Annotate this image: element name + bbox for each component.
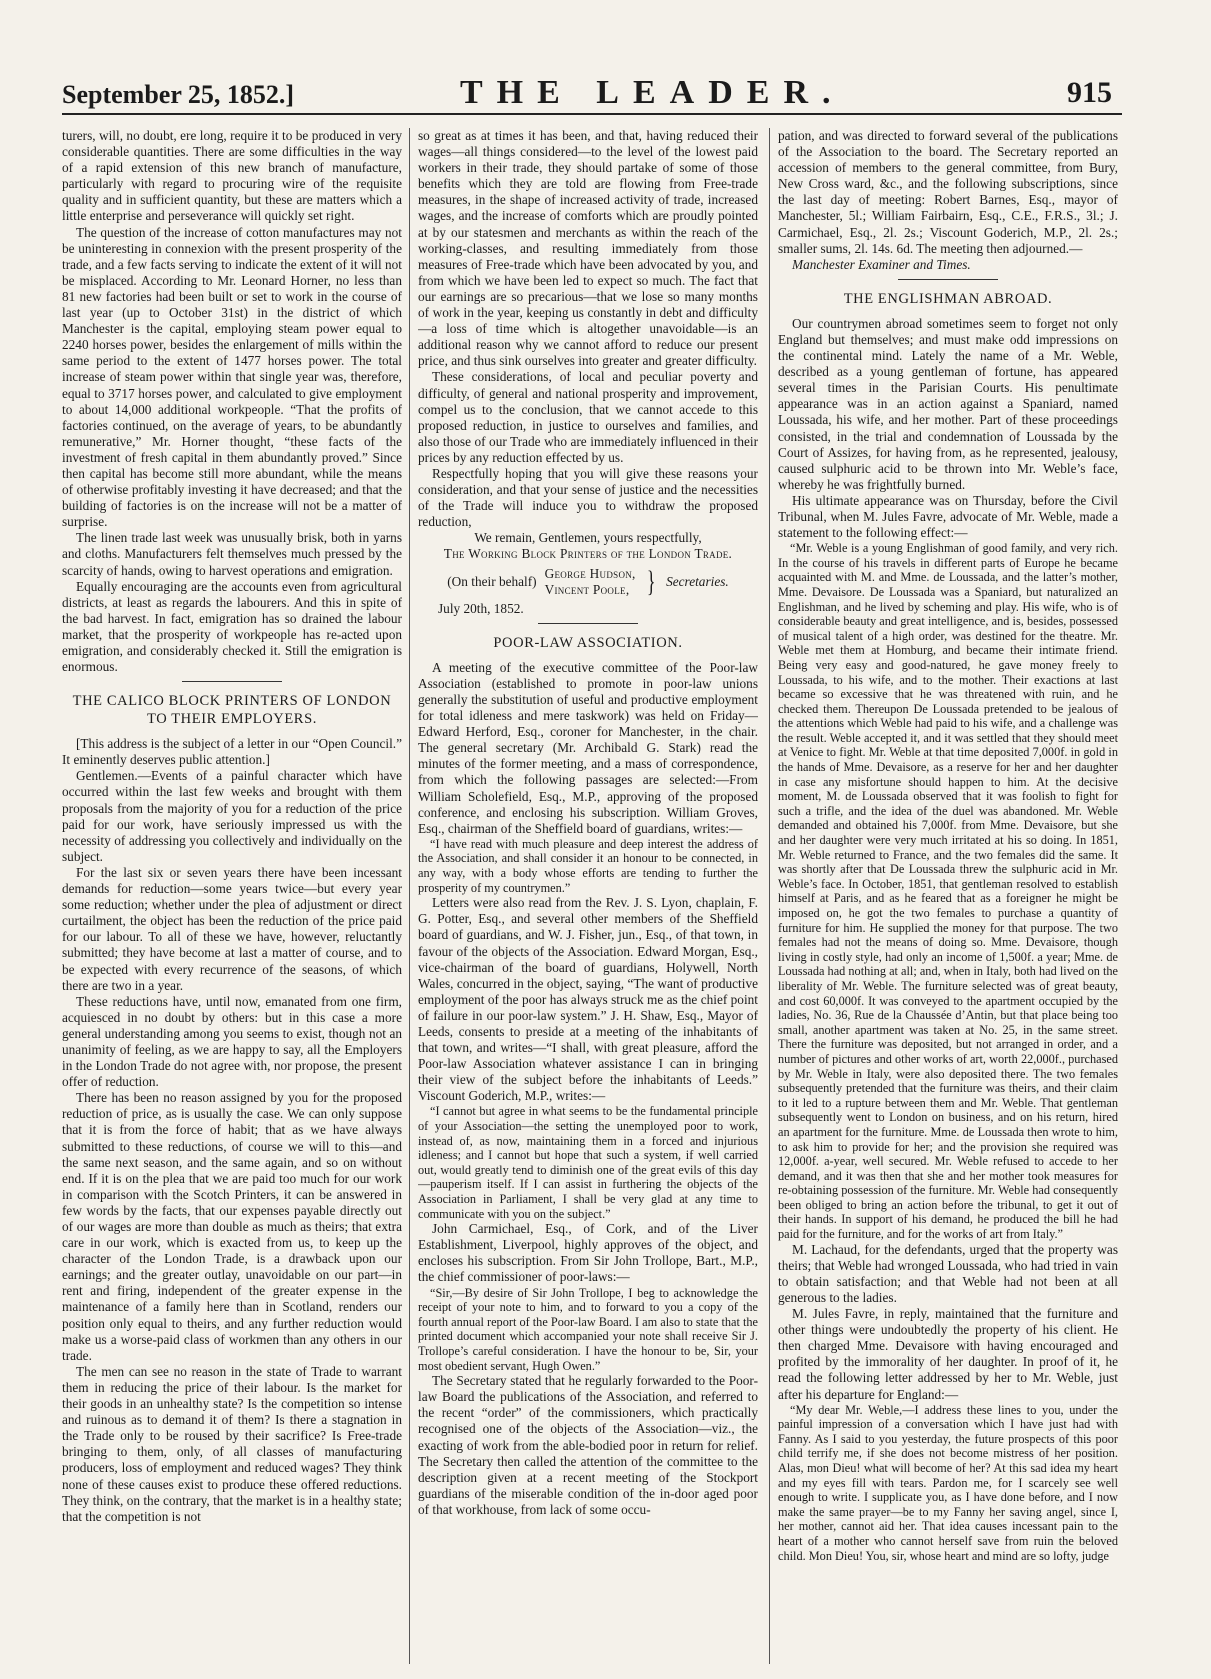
signature-line: We remain, Gentlemen, yours respectfully,: [474, 530, 702, 546]
paragraph: The question of the increase of cotton manufactures may not be uninteresting in connexion with the present prosperity of the trade, and a few facts serving to indicate the extent of it will not be misplaced. According to Mr. Leonard Horner, no less than 81 new factories had been built or set to work in the course of last year (up to October 31st) in the district of which Manchester is the capital, employing steam power equal to 2240 horses power, besides the enlargement of mills within the same period to the extent of 1477 horses power. The total increase of steam power within that single year was, therefore, equal to 3717 horses power, and calculated to give employment to about 14,000 additional workpeople. “That the profits of factories continued, on the average of years, to be abundantly remunerative,” Mr. Horner thought, “these facts of the investment of fresh capital in them abundantly proved.” Since then capital has become still more abundant, while the means of otherwise profitably investing it have decreased; and that the building of factories is on the increase will not be a matter of surprise.: [62, 224, 402, 530]
article-heading: THE ENGLISHMAN ABROAD.: [843, 290, 1053, 307]
quote-text: “Mr. Weble is a young Englishman of good family, and very rich. In the course of his travels in different parts of Europe he became acquainted with M. and Mme. de Loussada, and the latter’s mother, Mme. Devaisore. De Loussada was a Spaniard, but naturalized an Englishman, and he lived by scheming and play. His wife, who is of considerable beauty and great intelligence, and is, besides, possessed of musical talent of a high order, was destined for the theatre. Mr. Weble met them at Homburg, and became their intimate friend. Being very easy and good-natured, he gave money freely to Loussada, to his wife, and to the mother. Their exactions at last became so excessive that he was threatened with ruin, and he checked them. Thereupon De Loussada pretended to be jealous of the attentions which Weble had paid to his wife, and a challenge was the result. Weble accepted it, and it was settled that they should meet at Venice to fight. Mr. Weble at that time deposited 7,000f. in gold in the hands of Mme. Devaisore, as a reserve for her and her daughter in case any misfortune should happen to him. At the decisive moment, M. de Loussada observed that it was foolish to fight for such a trifle, and the idea of the duel was abandoned. Mr. Weble demanded and obtained his 7,000f. from Mme. Devaisore, but she and her daughter were very much irritated at his so doing. In 1851, Mr. Weble returned to France, and the two females did the same. It was shortly after that De Loussada threw the sulphuric acid in Mr. Weble’s face. In October, 1851, that gentleman resolved to establish himself at Paris, and as he feared that as a foreigner he might be imposed on, he got the two females to purchase a quantity of furniture for him. He supplied the money for that purpose. The two females had not the means of doing so. Mme. Devaisore, though living in costly style, had only an income of 1,500f. a year; Mme. de Loussada had nothing at all; and, when in Italy, both had lived on the liberality of Mr. Weble. The furniture selected was of great beauty, and cost 60,000f. It was conveyed to the apartment occupied by the ladies, No. 36, Rue de la Chaussée d’Antin, but that place being too small, another apartment was taken at No. 25, in the same street. There the furniture was deposited, but not arranged in order, and a number of pictures and other works of art, worth 22,000f., purchased by Mr. Weble in Italy, were also deposited there. The two females subsequently pretended that the furniture was theirs, and their claim to it led to a rupture between them and Mr. Weble. That gentleman subsequently went to London on business, and on his return, hired an apartment for the furniture. Mme. de Loussada then wrote to him, to ask him to provide for her; and the provision she required was 12,000f. a-year, well secured. Mr. Weble refused to accede to her demand, and it was then that she and her mother took measures for re-obtaining possession of the furniture. Mr. Weble had consequently been obliged to bring an action before the tribunal, to get it out of their hands. In support of his demand, he produced the bill he had paid for the furniture, and for the works of art from Italy.”: [778, 541, 1118, 1242]
quote-text: “Sir,—By desire of Sir John Trollope, I beg to acknowledge the receipt of your note to him, and to forward to you a copy of the fourth annual report of the Poor-law Board. I am also to state that the printed document which accompanied your note shall receive Sir J. Trollope’s careful consideration. I have the honour to be, Sir, your most obedient servant, Hugh Owen.”: [418, 1285, 758, 1373]
quotation: [418, 1104, 758, 1221]
paragraph: Gentlemen.—Events of a painful character which have occurred within the last few weeks and brought with them proposals from the majority of you for a reduction of the price paid for our work, have seriously impressed us with the necessity of addressing you collectively and individually on the subject.: [62, 768, 402, 864]
column-divider: [769, 128, 770, 1664]
column-3: [778, 128, 1118, 1668]
column-1: [62, 128, 402, 1668]
quotation: [418, 1286, 758, 1374]
paragraph: M. Jules Favre, in reply, maintained that the furniture and other things were undoubtedly the property of his client. He then charged Mme. Devaisore with having encouraged and profited by the immorality of her daughter. In proof of it, he read the following letter addressed by her to Mr. Weble, just after his departure for England:—: [778, 1306, 1118, 1402]
paragraph: pation, and was directed to forward several of the publications of the Association to the board. The Secretary reported an accession of members to the general committee, from Bury, New Cross ward, &c., and the following subscriptions, since the last day of meeting: Robert Barnes, Esq., mayor of Manchester, 5l.; William Fairbairn, Esq., C.E., F.R.S., 3l.; J. Carmichael, Esq., 2l. 2s.; Viscount Goderich, M.P., 2l. 2s.; smaller sums, 2l. 14s. 6d. The meeting then adjourned.—: [778, 128, 1118, 256]
signature-name: Vincent Poole,: [544, 581, 630, 597]
signature-date: July 20th, 1852.: [438, 600, 524, 616]
paragraph: turers, will, no doubt, ere long, require it to be produced in very considerable quantities. There are some difficulties in the way of a rapid extension of this new branch of manufacture, particularly with regard to procuring wire of the requisite quality and in sufficient quantity, but these are matters which a little enterprise and perseverance will quickly set right.: [62, 128, 402, 224]
paragraph: Our countrymen abroad sometimes seem to forget not only England but themselves; and must make odd impressions on the continental mind. Lately the name of a Mr. Weble, described as a young gentleman of fortune, has appeared several times in the Parisian Courts. His penultimate appearance was in an action against a Spaniard, named Loussada, his wife, and her mother. Part of these proceedings consisted, in the trial and condemnation of Loussada by the Court of Assizes, for having from, as he represented, jealousy, caused sulphuric acid to be thrown into Mr. Weble’s face, whereby he was frightfully burned.: [778, 315, 1118, 492]
paragraph: John Carmichael, Esq., of Cork, and of the Liver Establishment, Liverpool, highly approves of the object, and encloses his subscription. From Sir John Trollope, Bart., M.P., the chief commissioner of poor-laws:—: [418, 1221, 758, 1285]
quotation: [778, 541, 1118, 1242]
section-rule: [182, 681, 282, 682]
paragraph: Equally encouraging are the accounts even from agricultural districts, at least as regards the labourers. And this in spite of the bad harvest. In fact, emigration has so drained the labour market, that the prosperity of workpeople has re-acted upon emigration, and considerably checked it. Still the emigration is enormous.: [62, 578, 402, 675]
section-rule: [538, 623, 638, 624]
paragraph: M. Lachaud, for the defendants, urged that the property was theirs; that Weble had wronged Loussada, who had tried in vain to obtain satisfaction; and that Weble had not been at all generous to the ladies.: [778, 1241, 1118, 1305]
paragraph: A meeting of the executive committee of the Poor-law Association (established to promote in poor-law unions generally the substitution of useful and productive employment for total idleness and mere taskwork) was held on Friday—Edward Herford, Esq., coroner for Manchester, in the chair. The general secretary (Mr. Archibald G. Stark) read the minutes of the former meeting, and a mass of correspondence, from which the following passages are selected:—From William Scholefield, Esq., M.P., approving of the proposed conference, and enclosing his subscription. William Groves, Esq., chairman of the Sheffield board of guardians, writes:—: [418, 659, 758, 836]
signature-names: [545, 566, 636, 598]
paragraph: His ultimate appearance was on Thursday, before the Civil Tribunal, when M. Jules Favre, advocate of Mr. Weble, made a statement to the following effect:—: [778, 492, 1118, 541]
column-divider: [409, 128, 410, 1664]
newspaper-title: THE LEADER.: [460, 74, 845, 111]
issue-date: September 25, 1852.]: [62, 80, 295, 109]
masthead-rule: [62, 113, 1122, 115]
quotation: [418, 837, 758, 895]
section-rule: [898, 279, 998, 280]
column-2: [418, 128, 758, 1668]
paragraph: Respectfully hoping that you will give these reasons your consideration, and that your sense of justice and the necessities of the Trade will induce you to withdraw the proposed reduction,: [418, 465, 758, 530]
quote-text: “My dear Mr. Weble,—I address these lines to you, under the painful impression of a conversation which I have just had with Fanny. As I said to you yesterday, the future prospects of this poor child terrify me, if she does not become mistress of her position. Alas, mon Dieu! what will become of her? At this sad idea my heart and my eyes fill with tears. Pardon me, for I scarcely see well enough to write. I supplicate you, as I have done before, and I now make the same prayer—be to my Fanny her saving angel, since I, her mother, cannot aid her. That idea causes incessant pain to the heart of a mother who cannot herself save from ruin the beloved child. Mon Dieu! You, sir, whose heart and mind are so lofty, judge: [778, 1402, 1118, 1563]
paragraph: so great as at times it has been, and that, having reduced their wages—all things considered—to the level of the lowest paid workers in their trade, they should partake of some of those benefits which they are told are flowing from Free-trade measures, in the shape of increased activity of trade, increased wages, and the increase of comforts which are proudly pointed at by our statesmen and merchants as within the reach of the working-classes, and resulting immediately from those measures of Free-trade which have been advocated by you, and from which we have been led to expect so much. The fact that our earnings are so precarious—that we lose so many months of work in the year, keeping us constantly in debt and difficulty—a loss of time which is altogether unavoidable—is an additional reason why we cannot afford to reduce our present price, and thus sink ourselves into greater and greater difficulty.: [418, 128, 758, 369]
paragraph: These considerations, of local and peculiar poverty and difficulty, of general and national prosperity and improvement, compel us to the conclusion, that we cannot accede to this proposed reduction, in justice to ourselves and families, and also those of our Trade who are immediately influenced in their prices by any reduction effected by us.: [418, 369, 758, 465]
paragraph: These reductions have, until now, emanated from one firm, acquiesced in no doubt by others: but in this case a more general understanding among you seems to exist, though not an unanimity of feeling, as we are happy to say, all the Employers in the London Trade do not agree with, nor propose, the present offer of reduction.: [62, 993, 402, 1090]
brace-glyph: }: [646, 564, 656, 598]
editor-note: [This address is the subject of a letter in our “Open Council.” It eminently deserves public attention.]: [62, 736, 402, 768]
signature-org: The Working Block Printers of the London Trade.: [443, 546, 733, 562]
quote-text: “I have read with much pleasure and deep interest the address of the Association, and shall consider it an honour to be connected, in any way, with a body whose efforts are tending to further the prosperity of my countrymen.”: [418, 836, 758, 895]
quotation: [778, 1403, 1118, 1564]
paragraph: For the last six or seven years there have been incessant demands for reduction—some years twice—but every year some reduction; whether under the plea of adjustment or direct curtailment, the object has been the reduction of the price paid for our labour. To all of these we have, however, reluctantly submitted; they have become at last a matter of course, and to be expected with every recurrence of the seasons, of which there are two in a year.: [62, 864, 402, 993]
source-credit: Manchester Examiner and Times.: [792, 256, 971, 272]
paragraph: Letters were also read from the Rev. J. S. Lyon, chaplain, F. G. Potter, Esq., and several other members of the Sheffield board of guardians, and W. J. Fisher, jun., Esq., of that town, in favour of the objects of the Association. Edward Morgan, Esq., vice-chairman of the board of guardians, Holywell, North Wales, concurred in the object, saying, “The want of productive employment of the poor has always struck me as the chief point of failure in our poor-law system.” J. H. Shaw, Esq., Mayor of Leeds, consents to preside at a meeting of the inhabitants of that town, and writes—“I shall, with great pleasure, afford the Poor-law Association whatever assistance I can in bringing their view of the subject before the inhabitants of Leeds.” Viscount Goderich, M.P., writes:—: [418, 895, 758, 1104]
paragraph: The Secretary stated that he regularly forwarded to the Poor-law Board the publications of the Association, and referred to the recent “order” of the commissioners, which practically recognised one of the objects of the Association—viz., the exacting of work from the able-bodied poor in return for relief. The Secretary then called the attention of the committee to the description given at a recent meeting of the Stockport guardians of the miserable condition of the in-door aged poor of that workhouse, from lack of some occu-: [418, 1373, 758, 1517]
masthead: [62, 72, 1144, 112]
signature-behalf: (On their behalf): [447, 573, 537, 589]
paragraph: There has been no reason assigned by you for the proposed reduction of price, as is usually the case. We can only suppose that it is from the force of habit; that as we have always submitted to these reductions, of course we will to this—and the same next season, and the same again, and so on without end. If it is on the plea that we are paid too much for our work in comparison with the Scotch Printers, it can be answered in few words by the facts, that our expenses payable directly out of our wages are more than double as much as theirs; that extra care in our work, which is exacted from us, to keep up the character of the London Trade, is a drawback upon our earnings; and the greater outlay, unavoidable on our part—in rent and firing, independent of the greater expense in the maintenance of a family here than in Scotland, renders our position only equal to theirs, and any further reduction would make us a worse-paid class of workmen than any others in our trade.: [62, 1090, 402, 1363]
signature-name: George Hudson,: [544, 565, 636, 581]
signature-block: [418, 566, 758, 598]
article-heading: POOR-LAW ASSOCIATION.: [493, 634, 683, 651]
paragraph: The linen trade last week was unusually brisk, both in yarns and cloths. Manufacturers felt themselves much pressed by the scarcity of hands, owing to harvest operations and emigration.: [62, 530, 402, 578]
article-heading: THE CALICO BLOCK PRINTERS OF LONDON TO THEIR EMPLOYERS.: [72, 693, 392, 728]
page-number: 915: [1067, 76, 1112, 109]
paragraph: The men can see no reason in the state of Trade to warrant them in reducing the price of their labour. Is the market for their goods in an unhealthy state? Is the competition so intense and ruinous as to demand it of them? Is there a stagnation in the Trade only to be roused by their sacrifice? Is Free-trade bringing to them, only, of all classes of manufacturing producers, loss of employment and reduced wages? They think none of these causes exist to produce these offered reductions. They think, on the contrary, that the market is in a healthy state; that the competition is not: [62, 1363, 402, 1524]
signature-role: Secretaries.: [666, 573, 729, 589]
quote-text: “I cannot but agree in what seems to be the fundamental principle of your Association—the setting the unemployed poor to work, instead of, as now, maintaining them in a forced and injurious idleness; and I cannot but hope that such a system, if well carried out, would greatly tend to diminish one of the great evils of this day—pauperism itself. If I can assist in furthering the objects of the Association in Parliament, I shall be very glad at any time to communicate with you on the subject.”: [418, 1104, 758, 1221]
